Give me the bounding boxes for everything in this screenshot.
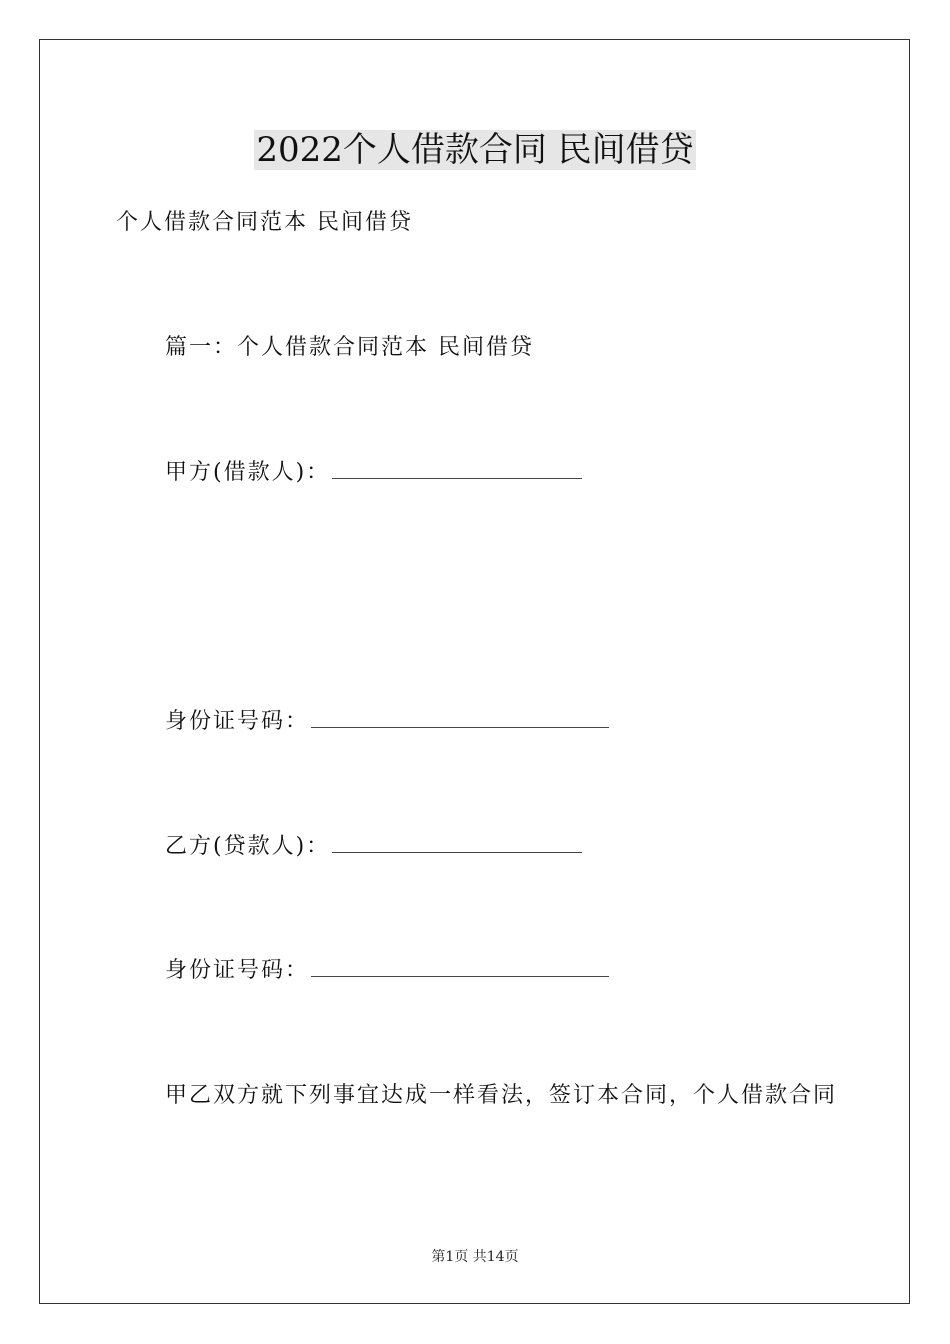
body-paragraph: 甲乙双方就下列事宜达成一样看法，签订本合同，个人借款合同: [165, 1083, 838, 1108]
party-a-blank-line: [332, 460, 582, 479]
document-title: [0, 128, 950, 172]
page-footer: [0, 1247, 950, 1267]
page-indicator: 第1页 共14页: [431, 1249, 519, 1265]
party-a-id-label: 身份证号码：: [165, 709, 310, 734]
party-a-row: [165, 458, 582, 488]
party-a-label: 甲方(借款人)：: [165, 460, 331, 485]
party-b-blank-line: [332, 834, 582, 853]
party-b-id-blank-line: [311, 958, 609, 977]
party-a-id-blank-line: [311, 709, 609, 728]
party-b-id-label: 身份证号码：: [165, 958, 310, 983]
party-a-id-row: [165, 707, 609, 737]
document-title-text: 2022个人借款合同 民间借贷: [256, 130, 694, 170]
party-b-row: [165, 832, 582, 862]
section-heading: 篇一：个人借款合同范本 民间借贷: [165, 335, 534, 360]
party-b-id-row: [165, 956, 609, 986]
document-subtitle: 个人借款合同范本 民间借贷: [116, 210, 413, 235]
party-b-label: 乙方(贷款人)：: [165, 834, 331, 859]
